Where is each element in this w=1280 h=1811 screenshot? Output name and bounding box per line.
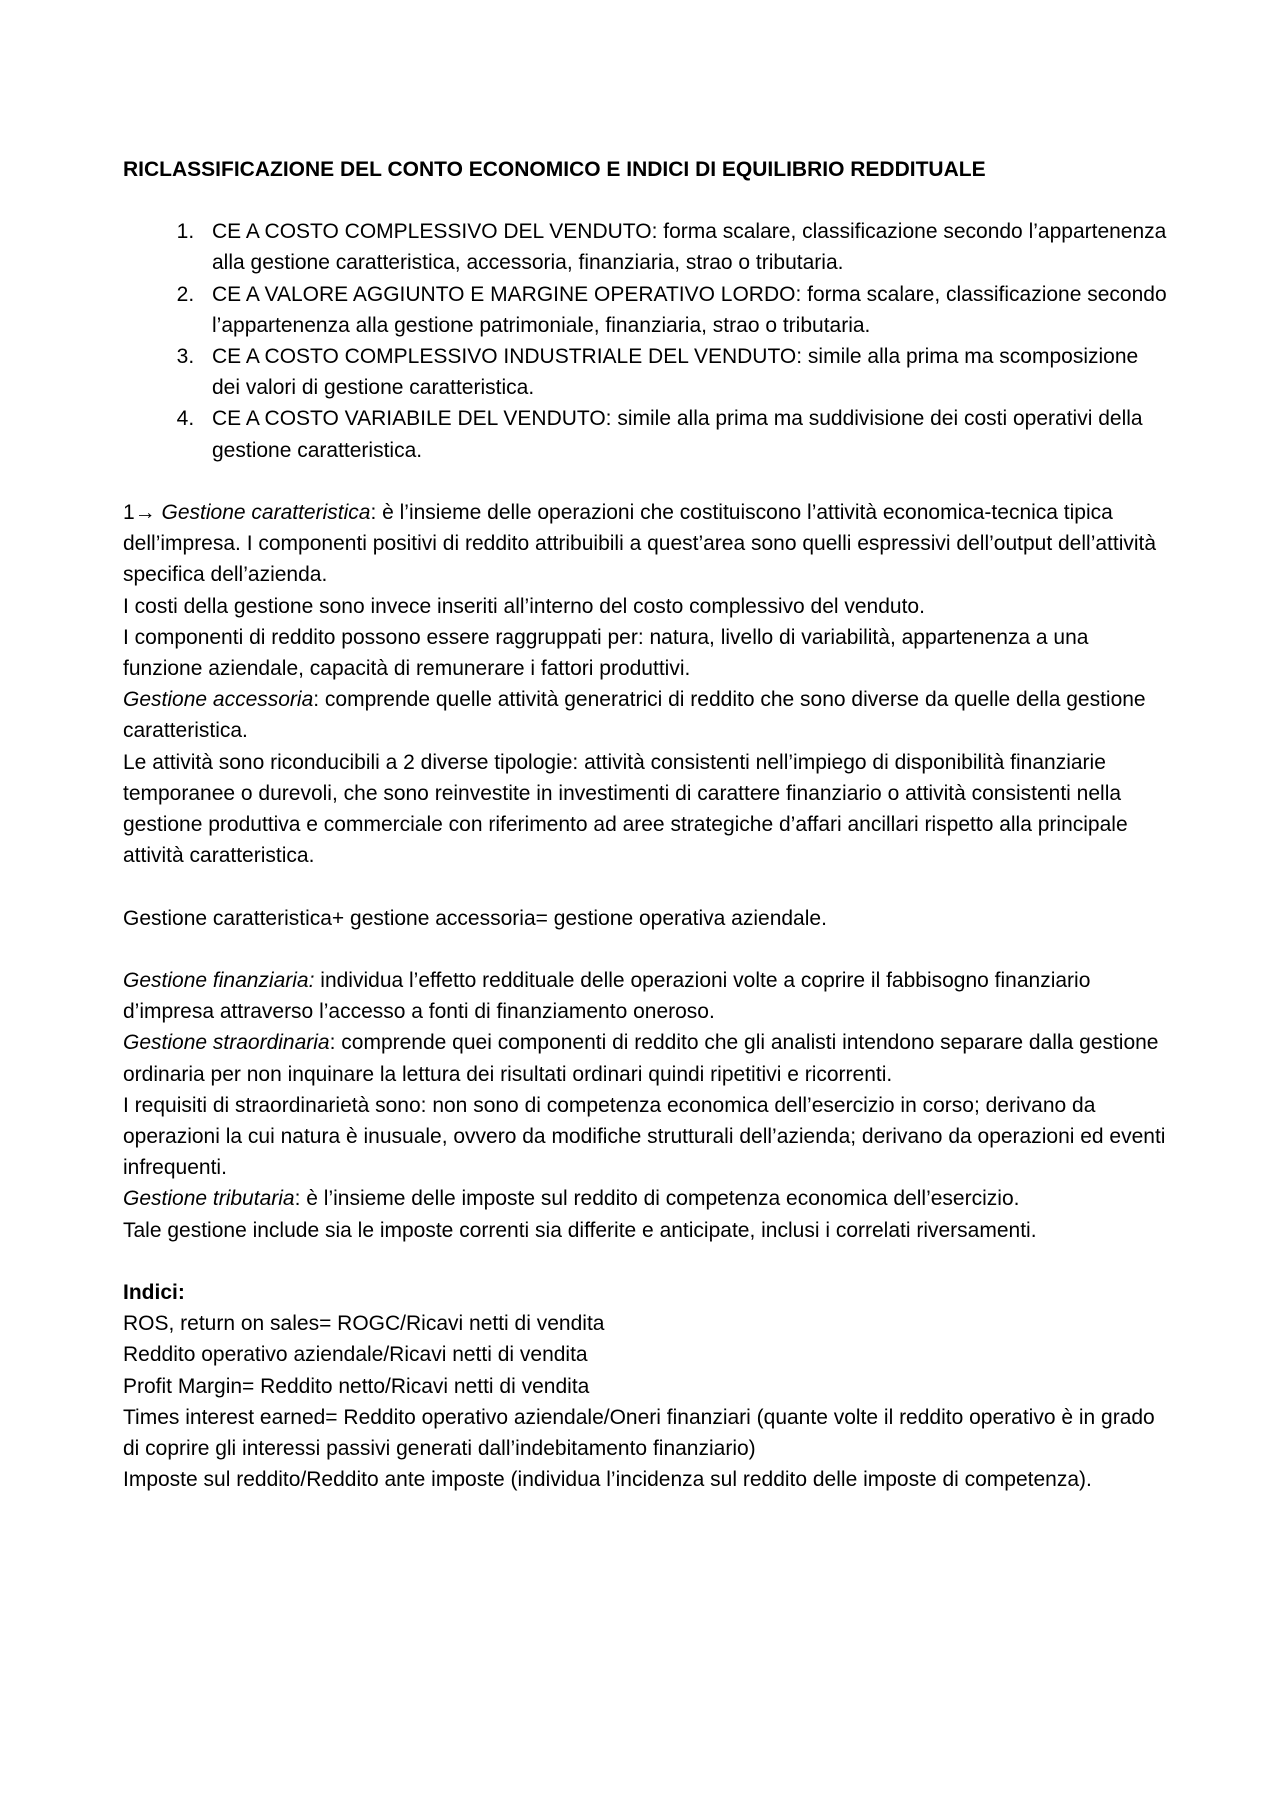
term-gestione-straordinaria: Gestione straordinaria xyxy=(123,1031,330,1055)
list-item: 3. CE A COSTO COMPLESSIVO INDUSTRIALE DEL VENDUTO: simile alla prima ma scomposizione dei valori di gestione caratteristica. xyxy=(200,341,1170,403)
list-item: 4. CE A COSTO VARIABILE DEL VENDUTO: simile alla prima ma suddivisione dei costi operativi della gestione caratteristica. xyxy=(200,403,1170,465)
term-gestione-tributaria: Gestione tributaria xyxy=(123,1187,295,1211)
spacer xyxy=(123,871,1170,902)
indice-item: Profit Margin= Reddito netto/Ricavi netti di vendita xyxy=(123,1374,590,1398)
ce-classification-list xyxy=(123,216,1170,466)
definition-text: : comprende quei componenti di reddito che gli analisti intendono separare dalla gestione ordinaria per non inquinare la lettura dei risultati ordinari quindi ripetitivi e ricorrenti. xyxy=(123,1031,1159,1086)
paragraph-tale-gestione: Tale gestione include sia le imposte correnti sia differite e anticipate, inclusi i correlati riversamenti. xyxy=(123,1218,1037,1242)
document-title: RICLASSIFICAZIONE DEL CONTO ECONOMICO E INDICI DI EQUILIBRIO REDDITUALE xyxy=(123,158,986,181)
paragraph-requisiti: I requisiti di straordinarietà sono: non sono di competenza economica dell’esercizio in corso; derivano da operazioni la cui natura è inusuale, ovvero da modifiche strutturali dell’azienda; derivano da operazioni ed eventi infrequenti. xyxy=(123,1093,1166,1180)
spacer xyxy=(123,1246,1170,1277)
paragraph-gestione-operativa: Gestione caratteristica+ gestione accessoria= gestione operativa aziendale. xyxy=(123,906,827,930)
spacer xyxy=(123,466,1170,497)
definition-text: individua l’effetto reddituale delle operazioni volte a coprire il fabbisogno finanziario d’impresa attraverso l’accesso a fonti di finanziamento oneroso. xyxy=(123,969,1091,1024)
definition-text: : è l’insieme delle operazioni che costituiscono l’attività economica-tecnica tipica dell’impresa. I componenti positivi di reddito attribuibili a quest’area sono quelli espressivi dell’output dell’attività specifica dell’azienda. xyxy=(123,501,1157,587)
indice-item: ROS, return on sales= ROGC/Ricavi netti di vendita xyxy=(123,1312,605,1336)
definition-text: : comprende quelle attività generatrici di reddito che sono diverse da quelle della gestione caratteristica. xyxy=(123,688,1146,743)
indice-item: Reddito operativo aziendale/Ricavi netti di vendita xyxy=(123,1343,588,1367)
term-gestione-finanziaria: Gestione finanziaria: xyxy=(123,969,315,993)
paragraph-gestione-finanziaria xyxy=(123,965,1170,1027)
paragraph-gestione-tributaria xyxy=(123,1183,1170,1214)
indici-heading: Indici: xyxy=(123,1281,185,1305)
definition-text: : è l’insieme delle imposte sul reddito di competenza economica dell’esercizio. xyxy=(294,1187,1020,1211)
paragraph-componenti: I componenti di reddito possono essere raggruppati per: natura, livello di variabilità, appartenenza a una funzione aziendale, capacità di remunerare i fattori produttivi. xyxy=(123,625,1089,681)
list-item: 1. CE A COSTO COMPLESSIVO DEL VENDUTO: forma scalare, classificazione secondo l’appartenenza alla gestione caratteristica, accessoria, finanziaria, strao o tributaria. xyxy=(200,216,1170,278)
term-gestione-caratteristica: Gestione caratteristica xyxy=(161,501,371,525)
spacer xyxy=(123,934,1170,965)
term-gestione-accessoria: Gestione accessoria xyxy=(123,688,314,712)
paragraph-gestione-straordinaria xyxy=(123,1027,1170,1089)
paragraph-costi: I costi della gestione sono invece inseriti all’interno del costo complessivo del venduto. xyxy=(123,594,925,618)
list-item: 2. CE A VALORE AGGIUNTO E MARGINE OPERATIVO LORDO: forma scalare, classificazione secondo l’appartenenza alla gestione patrimoniale, finanziaria, strao o tributaria. xyxy=(200,279,1170,341)
paragraph-gestione-caratteristica xyxy=(123,497,1170,591)
section-marker: 1→ xyxy=(123,501,162,525)
indice-item: Imposte sul reddito/Reddito ante imposte (individua l’incidenza sul reddito delle imposte di competenza). xyxy=(123,1468,1092,1492)
paragraph-gestione-accessoria xyxy=(123,684,1170,746)
paragraph-attivita: Le attività sono riconducibili a 2 diverse tipologie: attività consistenti nell’impiego di disponibilità finanziarie temporanee o durevoli, che sono reinvestite in investimenti di carattere finanziario o attività consistenti nella gestione produttiva e commerciale con riferimento ad aree strategiche d’affari ancillari rispetto alla principale attività caratteristica. xyxy=(123,750,1128,868)
indice-item: Times interest earned= Reddito operativo aziendale/Oneri finanziari (quante volte il reddito operativo è in grado di coprire gli interessi passivi generati dall’indebitamento finanziario) xyxy=(123,1405,1155,1461)
